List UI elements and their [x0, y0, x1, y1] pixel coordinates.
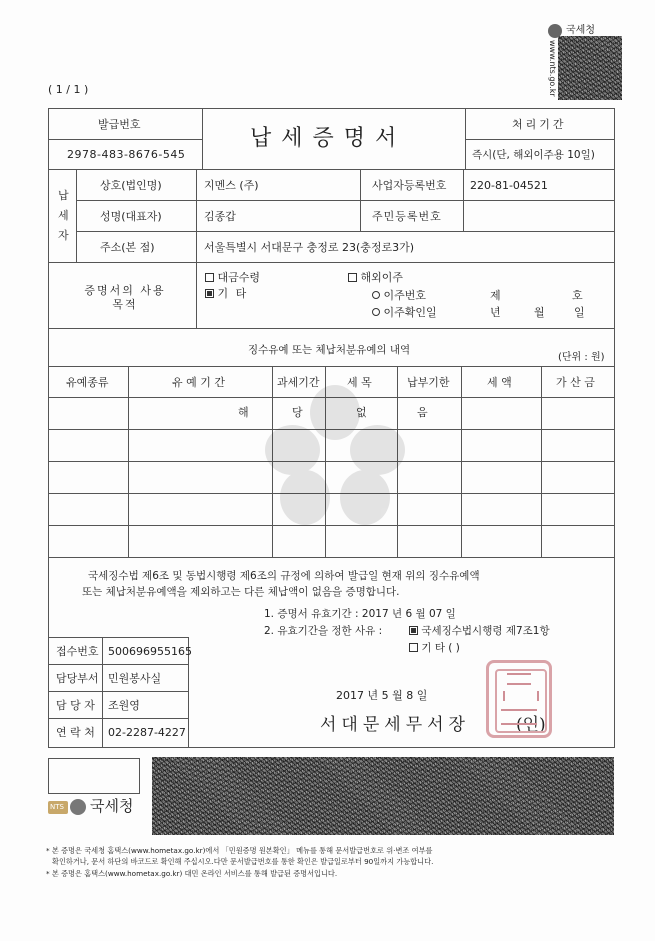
nts-logo-top: [548, 24, 562, 38]
col-deferral-period: 유 예 기 간: [172, 376, 225, 389]
receipt-no-value: 500696955165: [108, 645, 192, 658]
deferral-unit: (단위 : 원): [558, 352, 605, 363]
emigration-no-radio[interactable]: [372, 291, 380, 299]
official-seal: [486, 660, 552, 738]
footer-note-2: * 본 증명은 홈택스(www.hometax.go.kr) 대민 온라인 서비스를 통해 발급된 증명서입니다.: [46, 869, 338, 878]
dept-value: 민원봉사실: [108, 672, 162, 685]
representative-value: 김종갑: [204, 210, 236, 223]
person-label: 담 당 자: [56, 699, 95, 712]
issue-date: 2017 년 5 월 8 일: [336, 689, 428, 702]
none-char-4: 음: [417, 406, 428, 419]
business-reg-no-label: 사업자등록번호: [372, 179, 447, 192]
qr-code-top: [558, 36, 622, 100]
emigration-date-radio[interactable]: [372, 308, 380, 316]
none-char-3: 없: [356, 406, 367, 419]
nts-logo-text: 국세청: [90, 797, 134, 815]
contact-value: 02-2287-4227: [108, 726, 186, 739]
seal-mark: (인): [516, 715, 546, 735]
company-name-value: 지멘스 (주): [204, 179, 259, 192]
none-char-2: 당: [292, 406, 303, 419]
col-tax-item: 세 목: [347, 376, 372, 389]
emigration-date-row: 이주확인일: [372, 307, 437, 318]
reason-decree-checkbox[interactable]: [409, 626, 418, 635]
issue-no-label: 발급번호: [98, 118, 141, 131]
security-barcode: [152, 757, 614, 835]
issuer-name: 서대문세무서장: [320, 715, 470, 735]
validity-line: 1. 증명서 유효기간 : 2017 년 6 월 07 일: [264, 608, 456, 620]
emigration-date-day: 일: [574, 306, 585, 319]
none-char-1: 해: [238, 406, 249, 419]
address-value: 서울특별시 서대문구 충정로 23(충정로3가): [204, 241, 415, 254]
footer-note-1: * 본 증명은 국세청 홈택스(www.hometax.go.kr)에서 「민원증명 원본확인」 메뉴를 통해 문서발급번호로 위·변조 여부를: [46, 846, 433, 855]
col-due-date: 납부기한: [407, 376, 450, 389]
purpose-emigration-option: 해외이주: [348, 272, 403, 283]
page-indicator: ( 1 / 1 ): [48, 83, 89, 96]
emigration-no-row: 이주번호: [372, 290, 426, 301]
dept-label: 담당부서: [56, 672, 99, 685]
processing-period-value: 즉시(단, 해외이주용 10일): [472, 149, 595, 161]
document-title: 납세증명서: [250, 126, 407, 151]
emigration-no-suffix: 호: [572, 289, 583, 302]
nts-badge-text: NTS: [50, 803, 64, 811]
validity-reason-checked: 국세징수법시행령 제7조1항: [409, 626, 550, 637]
processing-period-label: 처리기간: [512, 118, 567, 131]
validity-reason-label: 2. 유효기간을 정한 사유 :: [264, 625, 383, 637]
purpose-payment-option: 대금수령: [205, 272, 260, 283]
purpose-payment-checkbox[interactable]: [205, 273, 214, 282]
nts-url-vertical: www.nts.go.kr: [548, 40, 557, 97]
representative-label: 성명(대표자): [100, 210, 162, 223]
business-reg-no-value: 220-81-04521: [470, 179, 548, 192]
logo-box: [48, 758, 140, 794]
company-name-label: 상호(법인명): [100, 179, 162, 192]
col-tax-amount: 세 액: [487, 376, 512, 389]
purpose-other-checkbox[interactable]: [205, 289, 214, 298]
taxpayer-group-label: 납 세 자: [58, 189, 69, 242]
col-tax-period: 과세기간: [277, 376, 320, 389]
person-value: 조원영: [108, 699, 140, 712]
footer-note-1b: 확인하거나, 문서 하단의 바코드로 확인해 주십시오.다만 문서발급번호를 통한 확인은 발급일로부터 90일까지 가능합니다.: [52, 857, 434, 866]
address-label: 주소(본 점): [100, 241, 155, 254]
reason-other-checkbox[interactable]: [409, 643, 418, 652]
statement-line-1: 국세징수법 제6조 및 동법시행령 제6조의 규정에 의하여 발급일 현재 위의 징수유예액: [88, 570, 480, 582]
emigration-date-year: 년: [490, 306, 501, 319]
nts-logo-text-top: 국세청: [566, 25, 595, 36]
nts-circle-icon: [70, 799, 86, 815]
col-penalty: 가 산 금: [556, 376, 595, 389]
col-deferral-type: 유예종류: [66, 376, 109, 389]
contact-label: 연 락 처: [56, 726, 95, 739]
resident-reg-no-label: 주민등록번호: [372, 210, 442, 223]
issue-no-value: 2978-483-8676-545: [67, 148, 186, 161]
purpose-emigration-checkbox[interactable]: [348, 273, 357, 282]
receipt-no-label: 접수번호: [56, 645, 99, 658]
watermark-emblem: [265, 385, 405, 525]
purpose-label: 증명서의 사용목적: [84, 284, 166, 311]
emigration-no-prefix: 제: [490, 289, 501, 302]
purpose-other-option: 기 타: [205, 288, 248, 299]
statement-line-2: 또는 체납처분유예액을 제외하고는 다른 체납액이 없음을 증명합니다.: [82, 586, 400, 598]
deferral-title: 징수유예 또는 체납처분유예의 내역: [248, 344, 411, 356]
emigration-date-month: 월: [534, 306, 545, 319]
validity-reason-other: 기 타 ( ): [409, 643, 460, 654]
